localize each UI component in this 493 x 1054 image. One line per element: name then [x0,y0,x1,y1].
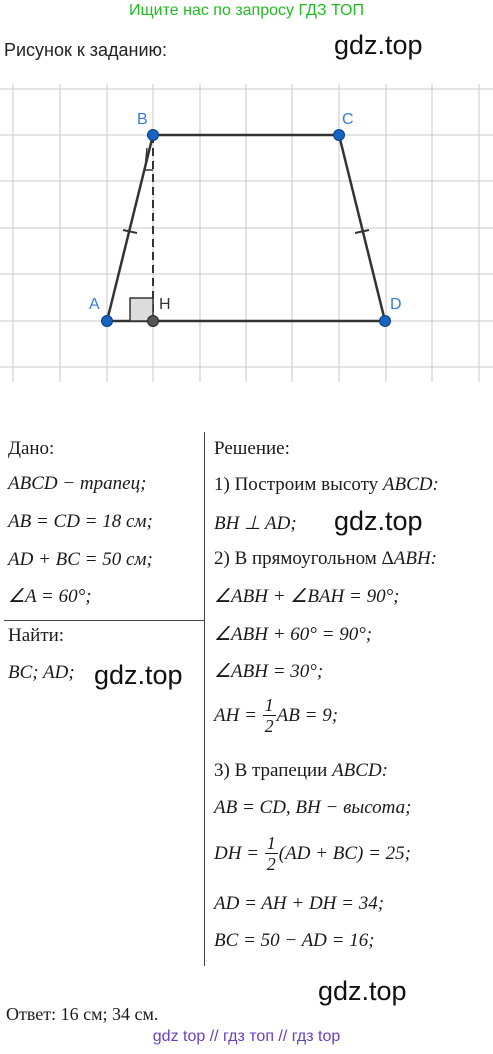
solution-eq-5: AD = AH + DH = 34; [214,893,385,914]
point-a [102,316,113,327]
trapezoid-figure [0,84,493,384]
label-d: D [390,296,402,313]
find-line: BC; AD; [8,662,75,683]
watermark: gdz.top [318,976,407,1006]
label-h: H [159,296,171,313]
given-line-1: ABCD − трапец; [8,473,147,494]
watermark: gdz.top [94,660,183,690]
given-line-2: AB = CD = 18 см; [8,511,153,532]
solution-step-2: 2) В прямоугольном ΔABH: [214,548,437,569]
label-a: A [89,296,100,313]
label-c: C [342,111,354,128]
solution-eq-1: ∠ABH + ∠BAH = 90°; [214,586,400,607]
point-d [380,316,391,327]
search-hint-link[interactable]: Ищите нас по запросу ГДЗ ТОП [129,2,364,19]
given-find-divider [4,620,204,621]
solution-eq-4: AB = CD, BH − высота; [214,797,412,818]
solution-step-1: 1) Построим высоту ABCD: [214,474,439,495]
solution-heading: Решение: [214,438,290,459]
watermark: gdz.top [334,30,423,60]
grid [0,84,493,382]
find-heading: Найти: [8,625,65,646]
solution-ah-formula: AH = $\frac{1}{2}$ AB = 9; [214,695,339,736]
solution-eq-3: ∠ABH = 30°; [214,661,324,682]
given-line-3: AD + BC = 50 см; [8,549,153,570]
answer-line: Ответ: 16 см; 34 см. [6,1004,159,1024]
solution-step-3: 3) В трапеции ABCD: [214,760,389,781]
label-b: B [137,111,148,128]
figure-title: Рисунок к заданию: [4,40,168,60]
footer-links[interactable]: gdz top // гдз топ // гдз top [152,1028,341,1045]
column-divider [204,432,205,966]
point-c [334,130,345,141]
solution-eq-6: BC = 50 − AD = 16; [214,930,375,951]
watermark: gdz.top [334,506,423,536]
point-h [148,316,159,327]
given-heading: Дано: [8,438,55,459]
solution-bh-perpendicular: BH ⊥ AD; [214,513,297,534]
point-b [148,130,159,141]
solution-eq-2: ∠ABH + 60° = 90°; [214,624,373,645]
given-line-4: ∠A = 60°; [8,586,92,607]
solution-dh-formula: DH = $\frac{1}{2}$ (AD + BC) = 25; [214,833,411,874]
